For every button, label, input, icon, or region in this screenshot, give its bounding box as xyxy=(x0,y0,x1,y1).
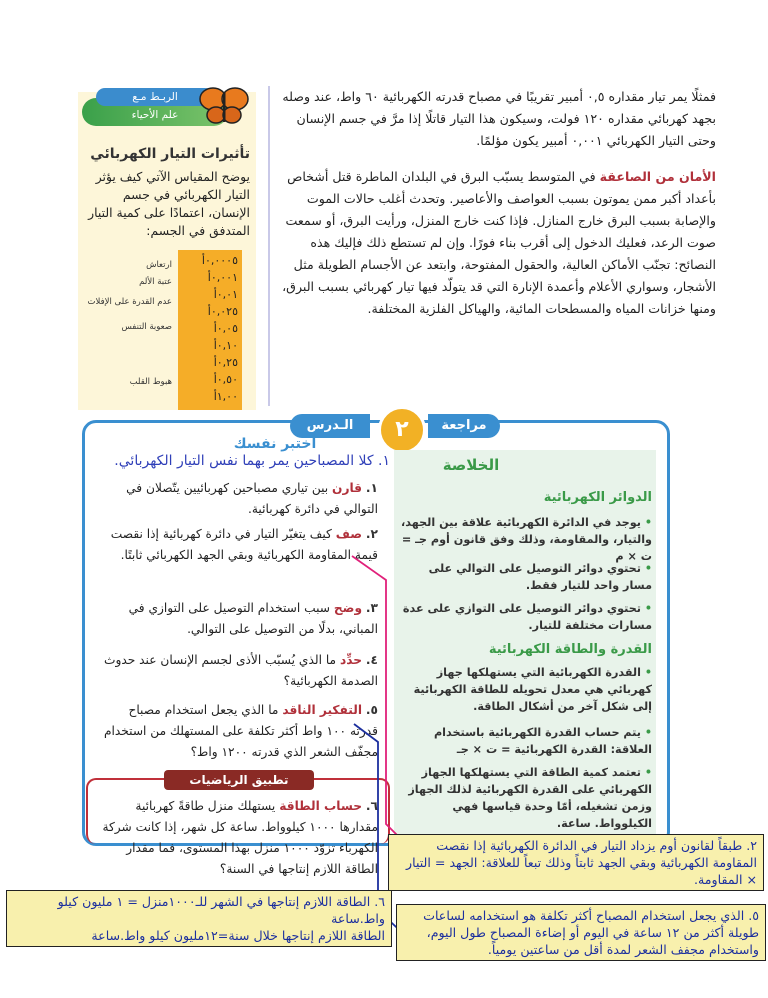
math-application-banner: تطبيق الرياضيات xyxy=(164,770,314,790)
column-divider xyxy=(268,86,270,406)
banner-top-label: الربـط مـع xyxy=(96,88,214,106)
lesson-number-badge: ٢ xyxy=(378,406,426,454)
answer-6-note xyxy=(6,890,392,947)
answer-6-line1: ٦. الطاقة اللازم إنتاجها في الشهر للـ١٠٠٠منزل = ١ مليون كيلو واط.ساعة xyxy=(57,894,385,926)
summary-item: • تحتوي دوائر التوصيل على التوالي على مسار واحد للتيار فقط. xyxy=(428,562,652,592)
summary-item: • القدرة الكهربائية التي يستهلكها جهاز كهربائي هي معدل تحويله للطاقة الكهربائية إلى شكل آخر من أشكال الطاقة. xyxy=(413,666,652,713)
scale-value: ٠,٠٥أ xyxy=(213,322,238,335)
summary-title: الخلاصة xyxy=(442,456,500,474)
scale-label: ارتعاش xyxy=(146,260,172,270)
keyword-lightning-safety: الأمان من الصاعقة xyxy=(599,169,716,184)
answer-6-line2: الطاقة اللازم إنتاجها خلال سنة=١٢مليون كيلو واط.ساعة xyxy=(91,928,385,943)
question-2: ٢. صف كيف يتغيّر التيار في دائرة كهربائية إذا نقصت قيمة المقاومة الكهربائية وبقي الجهد الكهربائي ثابتًا. xyxy=(110,527,378,562)
answer-1-note: ١. كلا المصباحين يمر بهما نفس التيار الكهربائي. xyxy=(114,453,390,469)
question-3: ٣. وضح سبب استخدام التوصيل على التوازي في المباني، بدلًا من التوصيل على التوالي. xyxy=(128,601,378,636)
scale-label: هبوط القلب xyxy=(129,377,172,387)
summary-subtitle-circuits: الدوائر الكهربائية xyxy=(543,490,652,505)
banner-bottom-label: علم الأحياء xyxy=(131,109,179,121)
scale-value: ٠,١٠أ xyxy=(213,339,238,352)
scale-value: ٠,٥٠أ xyxy=(213,373,238,386)
scale-value: ١,٠٠أ xyxy=(213,390,238,403)
side-body: يوضح المقياس الآتي كيف يؤثر التيار الكهربائي في جسم الإنسان، اعتمادًا على كمية التيار المتدفق في الجسم: xyxy=(88,169,250,238)
butterfly-icon xyxy=(198,84,250,126)
scale-labels xyxy=(84,250,176,410)
summary-subtitle-power: القدرة والطاقة الكهربائية xyxy=(488,642,652,657)
scale-value: ٠,٠٠٠٥أ xyxy=(201,254,238,267)
scale-value: ٠,٠٢٥أ xyxy=(207,305,238,318)
answer-2-note: ٢. طبقاً لقانون أوم يزداد التيار في الدائرة الكهربائية إذا نقصت المقاومة الكهربائية وبقي الجهد ثابتاً وذلك تبعاً للعلاقة: الجهد = التيار × المقاومة. xyxy=(388,834,764,891)
question-4: ٤. حدِّد ما الذي يُسبّب الأذى لجسم الإنسان عند حدوث الصدمة الكهربائية؟ xyxy=(104,653,378,688)
scale-value: ٠,٠٠١أ xyxy=(207,271,238,284)
side-title: تأثيرات التيار الكهربائي xyxy=(90,146,250,162)
self-test-title: اختبر نفسك xyxy=(233,436,317,452)
scale-label: عتبة الألم xyxy=(139,277,172,287)
summary-item: • يوجد في الدائرة الكهربائية علاقة بين الجهد، والتيار، والمقاومة، وذلك وفق قانون أوم جـ = ت × م xyxy=(400,516,652,563)
main-text xyxy=(280,86,716,334)
scale-label: عدم القدرة على الإفلات xyxy=(87,297,172,307)
paragraph-lightning-safety xyxy=(280,166,716,320)
scale-value: ٠,٢٥أ xyxy=(213,356,238,369)
scale-label: صعوبة التنفس xyxy=(121,322,172,332)
lesson-label: الـدرس xyxy=(290,414,370,438)
summary-item: • تعتمد كمية الطاقة التي يستهلكها الجهاز الكهربائي على القدرة الكهربائية لذلك الجهاز وزمن تشغيله، أمّا وحدة قياسها فهي الكيلوواط. ساعة. xyxy=(408,766,652,830)
current-scale xyxy=(178,250,242,410)
lightning-safety-text: في المتوسط يسبّب البرق في البلدان الماطرة قتل أشخاص بأعداد أكبر ممن يموتون بسبب العواصف والأعاصير. وتحدث أغلب حالات الموت والإصابة بسبب البرق خارج المنازل. فإذا كنت خارج المنزل، ورأيت البرق، أو سمعت صوت الرعد، فعليك الدخول إلى أقرب بناء فورًا. وإن لم تستطع ذلك فإليك هذه النصائح: تجنّب الأماكن العالية، والحقول المفتوحة، وابتعد عن الأجسام الطويلة مثل الأشجار، وسواري الأعلام وأعمدة الإنارة التي قد يتولّد فيها تيار كهربائي بسبب البرق، ومنها خزانات المياه والمسطحات المائية، والهياكل الفلزية المختلفة. xyxy=(282,169,716,316)
question-6: ٦. حساب الطاقة يستهلك منزل طاقةً كهربائية مقدارها ١٠٠٠ كيلوواط. ساعة كل شهر، إذا كانت شركة الكهرباء تزوّد ١٠٠٠ منزل بهذا المستوى، فما مقدار الطاقة اللازم إنتاجها في السنة؟ xyxy=(102,799,378,876)
answer-5-note: ٥. الذي يجعل استخدام المصباح أكثر تكلفة هو استخدامه لساعات طويلة أكثر من ١٢ ساعة في اليوم أو إضاءة المصباح طول اليوم، واستخدام مجفف الشعر لمدة أقل من ساعتين يومياً. xyxy=(396,904,766,961)
summary-item: • يتم حساب القدرة الكهربائية باستخدام العلاقة: القدرة الكهربائية = ت × جـ xyxy=(433,726,652,756)
scale-value: ٠,٠١أ xyxy=(213,288,238,301)
question-1: ١. قارن بين تياري مصباحين كهربائيين يتّصلان في التوالي في دائرة كهربائية. xyxy=(126,481,378,516)
question-5: ٥. التفكير الناقد ما الذي يجعل استخدام مصباح قدرته ١٠٠ واط أكثر تكلفة على المستهلك من استخدام مجفّف الشعر الذي قدرته ١٢٠٠ واط؟ xyxy=(103,703,378,759)
review-label: مراجعة xyxy=(428,414,500,438)
summary-item: • تحتوي دوائر التوصيل على التوازي على عدة مسارات مختلفة للتيار. xyxy=(402,602,652,632)
paragraph-power-example: فمثلًا يمر تيار مقداره ٠,٥ أمبير تقريبًا في مصباح قدرته الكهربائية ٦٠ واط، عند وصله بجهد كهربائي مقداره ١٢٠ فولت، وسيكون هذا التيار قاتلًا إذا مرَّ في جسم الإنسان وحتى التيار الكهربائي ٠,٠٠١ أمبير يكون مؤلمًا. xyxy=(282,89,716,148)
